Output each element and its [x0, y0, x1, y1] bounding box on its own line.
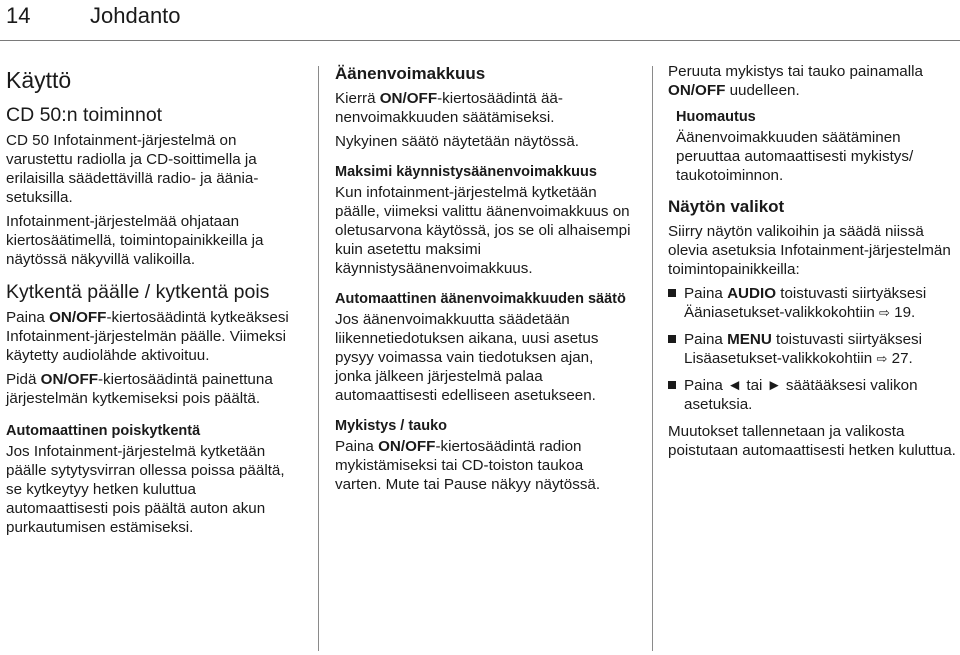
- menu-steps-list: [668, 284, 958, 414]
- bullet-square-icon: [668, 381, 676, 389]
- heading-display-menus: Näytön valikot: [668, 197, 785, 216]
- heading-volume: Äänenvoimakkuus: [335, 64, 486, 83]
- text: Peruuta mykistys tai tauko painamalla: [668, 63, 923, 80]
- reference-number: 19.: [894, 304, 916, 321]
- paragraph-mute: [335, 437, 631, 494]
- text: Paina: [684, 377, 728, 394]
- list-item-menu: [668, 330, 958, 368]
- text: -kiertosäädintä kytkeäksesi Infotainment-järjestelmän päälle. Viimeksi käytetty audiolähde aktivoituu.: [6, 309, 289, 364]
- bullet-square-icon: [668, 335, 676, 343]
- note-title: Huomautus: [676, 109, 756, 125]
- heading-max-volume: Maksimi käynnistysäänenvoimakkuus: [335, 164, 597, 180]
- on-off-label: ON/OFF: [668, 82, 726, 99]
- text: -kiertosäädintä painettuna järjestelmän kytkemiseksi pois päältä.: [6, 371, 273, 407]
- paragraph-max-volume: Kun infotainment-järjestelmä kytketään päälle, viimeksi valittu äänenvoimakkuus on oletusarvona käytössä, jos se oli alhaisempi kuin asetettu maksimi käynnistysäänenvoimakkuus.: [335, 184, 631, 277]
- column-divider-2: [652, 66, 653, 651]
- text: Paina: [335, 438, 379, 455]
- column-divider-1: [318, 66, 319, 651]
- left-arrow-icon: ◄: [727, 377, 743, 394]
- page-header: [0, 0, 960, 40]
- paragraph-volume-adjust: [335, 89, 631, 127]
- right-arrow-icon: ►: [766, 377, 782, 394]
- text: uudelleen.: [725, 82, 800, 99]
- text: säätääksesi valikon asetuksia.: [684, 377, 918, 413]
- text: Paina: [6, 309, 50, 326]
- paragraph-auto-off: Jos Infotainment-järjestelmä kytketään päälle sytytysvirran ollessa poissa päältä, se kytkeytyy hetken kuluttua automaattisesti pois päältä auton akun purkautumisen estämiseksi.: [6, 443, 285, 536]
- chapter-title: Johdanto: [90, 3, 181, 28]
- bullet-square-icon: [668, 289, 676, 297]
- on-off-label: ON/OFF: [40, 371, 98, 388]
- heading-power: Kytkentä päälle / kytkentä pois: [6, 281, 270, 303]
- list-item-arrows: [668, 376, 958, 414]
- paragraph-power-on: [6, 308, 302, 365]
- paragraph-cancel-mute: [668, 62, 958, 100]
- page-number: 14: [6, 3, 31, 28]
- paragraph-cd-controls: Infotainment-järjestelmää ohjataan kiertosäätimellä, toimintopainikkeilla ja näytössä näkyvillä valikoilla.: [6, 213, 264, 268]
- text: toistuvasti siirtyäksesi Lisäasetukset-valikkokohtiin: [684, 331, 923, 367]
- header-divider: [0, 40, 960, 41]
- section-title-kaytto: Käyttö: [6, 67, 72, 93]
- text: toistuvasti siirtyäksesi Ääniasetukset-valikkokohtiin: [684, 285, 927, 321]
- paragraph-volume-display: Nykyinen säätö näytetään näytössä.: [335, 133, 579, 150]
- text: -kiertosäädintä radion mykistämiseksi tai CD-toiston taukoa varten. Mute tai Pause näkyy näytössä.: [335, 438, 601, 493]
- note-box: [668, 108, 958, 185]
- column-3: [668, 62, 958, 465]
- text: tai: [742, 377, 767, 394]
- paragraph-display-menus: Siirry näytön valikoihin ja säädä niissä olevia asetuksia Infotainment-järjestelmän toimintopainikkeilla:: [668, 223, 951, 278]
- page-reference-27[interactable]: [876, 350, 912, 367]
- text: Kierrä: [335, 90, 380, 107]
- heading-auto-volume: Automaattinen äänenvoimakkuuden säätö: [335, 291, 626, 307]
- on-off-label: ON/OFF: [378, 438, 436, 455]
- text: Paina: [684, 285, 728, 302]
- reference-number: 27.: [891, 350, 913, 367]
- on-off-label: ON/OFF: [379, 90, 438, 107]
- list-item-audio: [668, 284, 958, 322]
- column-1: [6, 60, 302, 542]
- audio-button-label: AUDIO: [727, 285, 777, 302]
- column-2: [335, 62, 631, 499]
- heading-cd-functions: CD 50:n toiminnot: [6, 104, 163, 126]
- page-reference-19[interactable]: [879, 304, 915, 321]
- note-text: Äänenvoimakkuuden säätäminen peruuttaa automaattisesti mykistys/ taukotoiminnon.: [676, 129, 914, 184]
- heading-auto-off: Automaattinen poiskytkentä: [6, 423, 201, 439]
- paragraph-cd-intro: CD 50 Infotainment-järjestelmä on varustettu radiolla ja CD-soittimella ja erilaisilla säädettävillä radio- ja ääniasetuksilla.: [6, 132, 259, 206]
- text: Pidä: [6, 371, 41, 388]
- paragraph-auto-save: Muutokset tallennetaan ja valikosta poistutaan automaattisesti hetken kuluttua.: [668, 423, 956, 459]
- on-off-label: ON/OFF: [49, 309, 107, 326]
- cross-reference-arrow-icon: ⇨: [879, 305, 890, 320]
- menu-button-label: MENU: [727, 331, 772, 348]
- cross-reference-arrow-icon: ⇨: [876, 351, 888, 366]
- paragraph-power-off: [6, 370, 302, 408]
- text: -kiertosäädintä äänenvoimakkuuden säätämiseksi.: [335, 90, 563, 126]
- paragraph-auto-volume: Jos äänenvoimakkuutta säädetään liikennetiedotuksen aikana, uusi asetus pysyy voimassa vain tiedotuksen ajan, jonka jälkeen järjestelmä palaa automaattisesti edelliseen asetukseen.: [335, 311, 599, 404]
- text: Paina: [684, 331, 728, 348]
- heading-mute: Mykistys / tauko: [335, 418, 448, 434]
